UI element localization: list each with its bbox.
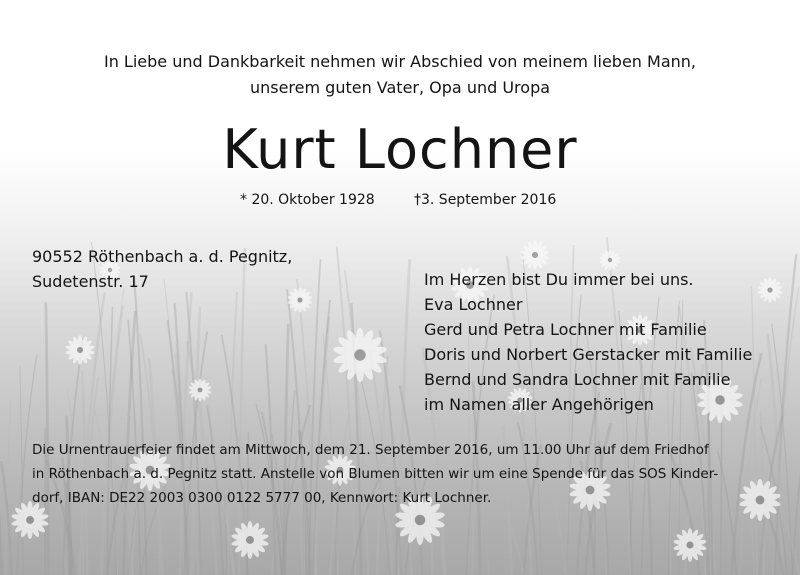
- mourner-line: Gerd und Petra Lochner mit Familie: [424, 320, 707, 339]
- intro-line-2: unserem guten Vater, Opa und Uropa: [249, 78, 551, 97]
- mourner-line: im Namen aller Angehörigen: [424, 395, 654, 414]
- daisy-flower: [11, 501, 49, 539]
- mourner-line: Doris und Norbert Gerstacker mit Familie: [424, 345, 753, 364]
- grass-blade: [792, 376, 800, 575]
- daisy-flower: [332, 328, 387, 383]
- death-date: †3. September 2016: [414, 192, 557, 208]
- daisy-flower: [231, 521, 269, 559]
- daisy-flower: [757, 277, 782, 302]
- daisy-flower: [287, 287, 312, 312]
- service-info-line: in Röthenbach a. d. Pegnitz statt. Anstelle von Blumen bitten wir um eine Spende für das SOS Kinder-: [32, 466, 719, 482]
- service-info-line: Die Urnentrauerfeier findet am Mittwoch, dem 21. September 2016, um 11.00 Uhr auf dem Friedhof: [32, 442, 709, 458]
- daisy-flower: [673, 528, 707, 562]
- grass-blade: [679, 300, 683, 575]
- grass-blade: [20, 366, 23, 575]
- daisy-flower: [599, 250, 620, 271]
- address-line-2: Sudetenstr. 17: [32, 272, 149, 291]
- deceased-name: Kurt Lochner: [222, 118, 578, 181]
- daisy-flower: [188, 378, 211, 401]
- intro-line-1: In Liebe und Dankbarkeit nehmen wir Abschied von meinem lieben Mann,: [103, 52, 696, 71]
- grass-blade: [550, 492, 565, 575]
- mourner-line: Bernd und Sandra Lochner mit Familie: [424, 370, 731, 389]
- grass-blade: [523, 253, 542, 575]
- grass-blade: [775, 254, 797, 575]
- birth-date: * 20. Oktober 1928: [240, 192, 375, 208]
- address-line-1: 90552 Röthenbach a. d. Pegnitz,: [32, 247, 293, 266]
- mourner-line: Eva Lochner: [424, 295, 523, 314]
- grass-blade: [0, 413, 1, 575]
- daisy-flower: [520, 240, 550, 269]
- grass-blade: [337, 247, 356, 575]
- service-info-line: dorf, IBAN: DE22 2003 0300 0122 5777 00, Kennwort: Kurt Lochner.: [32, 490, 492, 506]
- daisy-flower: [65, 335, 95, 364]
- condolence-line: Im Herzen bist Du immer bei uns.: [424, 270, 694, 289]
